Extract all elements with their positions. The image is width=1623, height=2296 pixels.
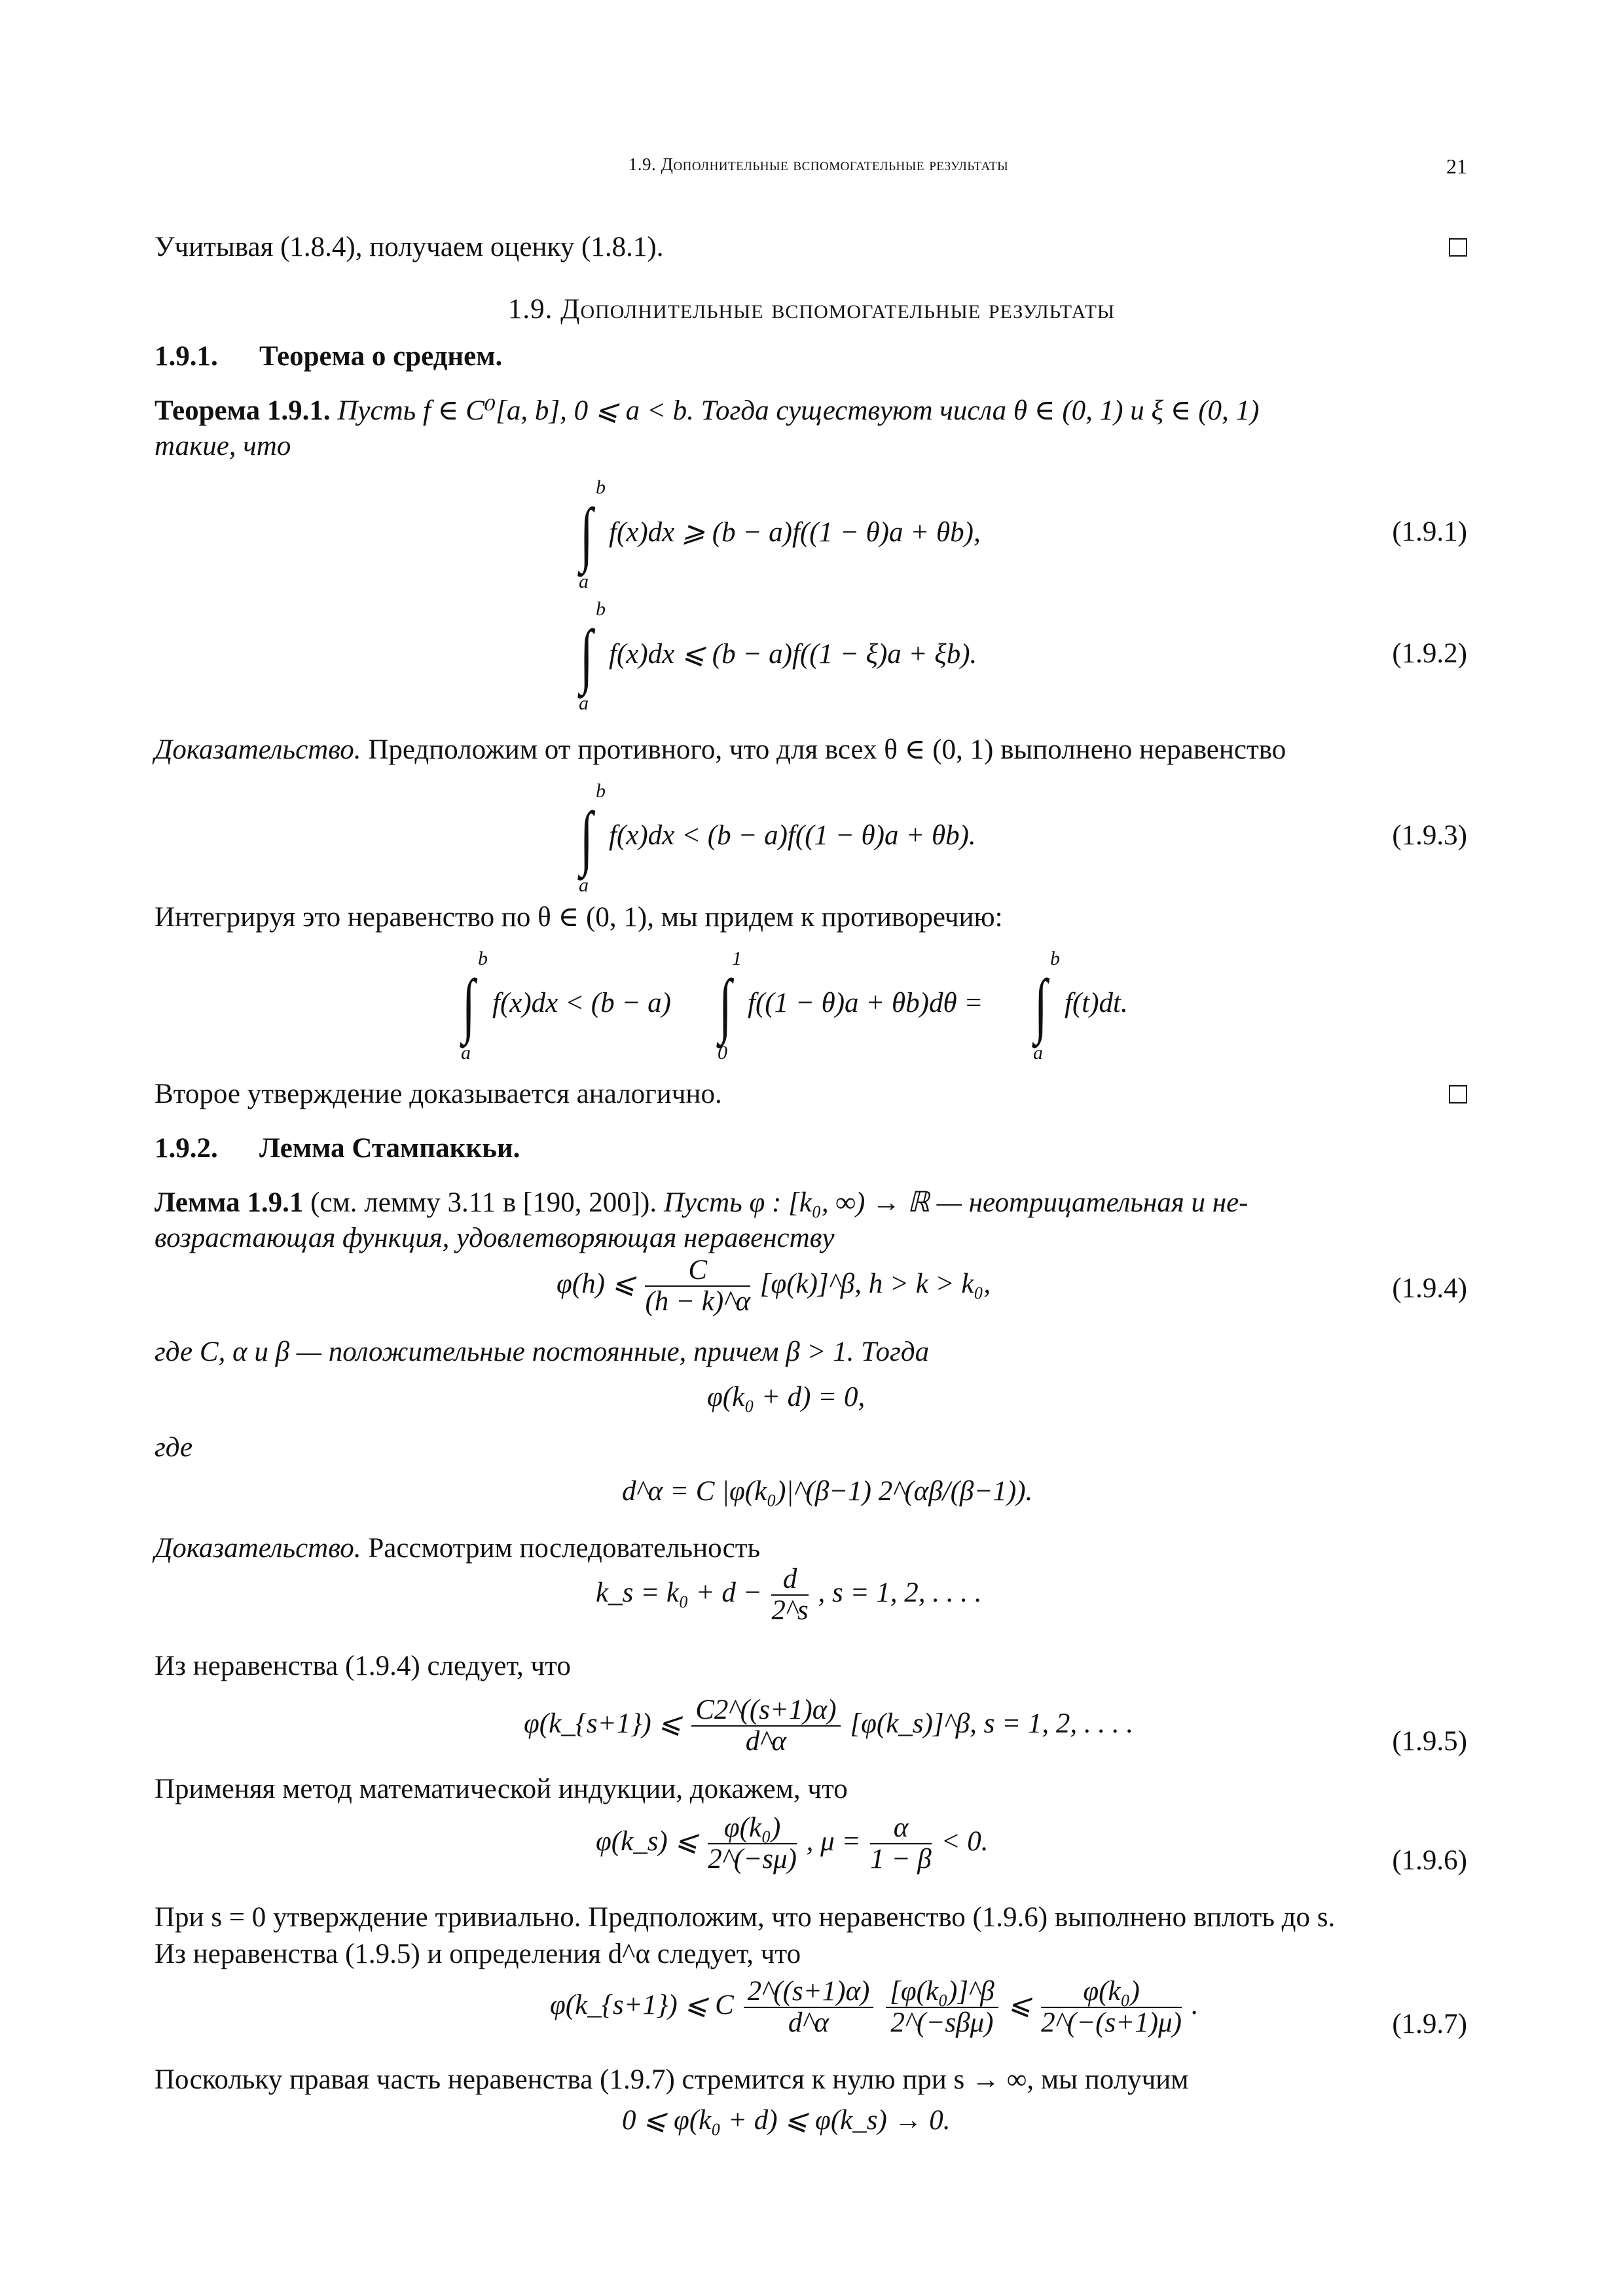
integral-sign-icon: ∫ (580, 797, 593, 877)
eq7-mid: ⩽ (1008, 1989, 1032, 2020)
intro-line: Учитывая (1.8.4), получаем оценку (1.8.1). (155, 232, 664, 262)
equation-number: (1.9.5) (1392, 1726, 1467, 1757)
integral-lower: a (579, 874, 589, 896)
denominator: (h − k)^α (645, 1286, 750, 1317)
theorem-line-2: такие, что (155, 431, 291, 461)
proof-1-line (155, 733, 1467, 767)
theorem-label: Теорема 1.9.1. (155, 395, 331, 426)
integral-sign-icon: ∫ (719, 965, 732, 1045)
integrating-line: Интегрируя это неравенство по θ ∈ (0, 1), мы придем к противоречию: (155, 902, 1003, 933)
eq7-fraction-3 (1041, 1977, 1182, 2038)
eq7-end: . (1191, 1989, 1199, 2020)
induction-line: Применяя метод математической индукции, докажем, что (155, 1774, 848, 1804)
base-case-line: При s = 0 утверждение тривиально. Предположим, что неравенство (1.9.6) выполнено вплоть до s. (155, 1902, 1336, 1933)
eq6-lhs: φ(k_s) ⩽ (596, 1825, 699, 1857)
equation-1-9-7 (550, 1977, 1198, 2038)
proof-label: Доказательство. (155, 1533, 361, 1564)
integral-upper: b (596, 476, 606, 498)
equation-body: f(x)dx < (b − a)f((1 − θ)a + θb). (609, 820, 976, 851)
where-2: где (155, 1432, 193, 1463)
theorem-line-1 (155, 394, 1467, 428)
subsection-number: 1.9.2. (155, 1133, 218, 1164)
result-equation: φ(k₀ + d) = 0, (707, 1382, 866, 1412)
integral-upper: b (478, 948, 488, 969)
eq4-rhs: [φ(k)]^β, h > k > k₀, (759, 1268, 991, 1299)
subsection-number: 1.9.1. (155, 341, 218, 372)
ks-fraction (771, 1564, 808, 1626)
equation-body: f(x)dx ⩽ (b − a)f((1 − ξ)a + ξb). (609, 639, 977, 670)
ks-lhs: k_s = k₀ + d − (596, 1577, 762, 1608)
subsection-title: Теорема о среднем. (259, 341, 503, 372)
denominator: d^α (745, 1726, 786, 1757)
integral-lower: a (461, 1042, 471, 1064)
second-claim-line: Второе утверждение доказывается аналогично. (155, 1079, 722, 1109)
integral-upper: b (1050, 948, 1060, 969)
eq6-mid: , μ = (806, 1825, 861, 1857)
integral-sign-icon: ∫ (580, 493, 593, 573)
ks-rhs: , s = 1, 2, . . . . (818, 1577, 982, 1608)
d-definition: d^α = C |φ(k₀)|^(β−1) 2^(αβ/(β−1)). (622, 1476, 1033, 1507)
numerator: α (870, 1813, 931, 1844)
subsection-heading-1 (155, 340, 502, 372)
from-ineq-line: Из неравенства (1.9.4) следует, что (155, 1651, 571, 1681)
equation-number: (1.9.7) (1392, 2009, 1467, 2039)
equation-number: (1.9.3) (1392, 820, 1467, 851)
equation-1-9-6 (596, 1813, 988, 1874)
integral-lower: 0 (718, 1042, 727, 1064)
equation-number: (1.9.6) (1392, 1845, 1467, 1876)
eq4-lhs: φ(h) ⩽ (556, 1268, 636, 1299)
equation-body: f(x)dx ⩾ (b − a)f((1 − θ)a + θb), (609, 517, 981, 548)
lemma-ref: (см. лемму 3.11 в [190, 200]). (310, 1187, 657, 1218)
proof-text: Рассмотрим последовательность (368, 1533, 761, 1564)
eq7-lhs: φ(k_{s+1}) ⩽ C (550, 1989, 734, 2020)
eq5-lhs: φ(k_{s+1}) ⩽ (524, 1708, 682, 1739)
integral-upper: b (596, 780, 606, 802)
denominator: 2^(−sμ) (708, 1844, 797, 1874)
denominator: 1 − β (870, 1844, 932, 1874)
since-line: Поскольку правая часть неравенства (1.9.7) стремится к нулю при s → ∞, мы получим (155, 2064, 1189, 2095)
eq6-rhs: < 0. (941, 1825, 989, 1857)
denominator: 2^s (771, 1595, 809, 1626)
equation-number: (1.9.4) (1392, 1273, 1467, 1304)
contradiction-part-b: f((1 − θ)a + θb)dθ = (748, 988, 983, 1018)
proof-text: Предположим от противного, что для всех θ ∈ (0, 1) выполнено неравенство (368, 734, 1286, 765)
denominator: 2^(−sβμ) (890, 2007, 994, 2038)
section-title: 1.9. Дополнительные вспомогательные результаты (507, 294, 1116, 325)
integral-upper: b (596, 598, 606, 620)
final-equation: 0 ⩽ φ(k₀ + d) ⩽ φ(k_s) → 0. (622, 2105, 951, 2136)
numerator: [φ(k₀)]^β (886, 1977, 998, 2008)
integral-upper: 1 (732, 948, 742, 969)
contradiction-part-a: f(x)dx < (b − a) (492, 988, 671, 1018)
theorem-statement-1: Пусть f ∈ C⁰[a, b], 0 ⩽ a < b. Тогда существуют числа θ ∈ (0, 1) и ξ ∈ (0, 1) (337, 395, 1260, 426)
from-defs-line: Из неравенства (1.9.5) и определения d^α следует, что (155, 1939, 801, 1969)
numerator: 2^((s+1)α) (744, 1977, 874, 2008)
subsection-title: Лемма Стампаккьи. (259, 1133, 520, 1164)
eq6-fraction-2 (870, 1813, 931, 1874)
proof-2-line (155, 1532, 1467, 1566)
numerator: φ(k₀) (1041, 1977, 1182, 2008)
integral-lower: a (579, 571, 589, 592)
denominator: 2^(−(s+1)μ) (1041, 2007, 1182, 2038)
numerator: C2^((s+1)α) (691, 1695, 840, 1727)
equation-number: (1.9.2) (1392, 638, 1467, 669)
page-number: 21 (1446, 154, 1467, 178)
qed-square-icon (1449, 1085, 1467, 1103)
numerator: C (645, 1255, 750, 1287)
integral-sign-icon: ∫ (580, 615, 593, 695)
contradiction-part-c: f(t)dt. (1065, 988, 1128, 1018)
eq7-fraction-1 (744, 1977, 874, 2038)
equation-1-9-4 (556, 1255, 991, 1317)
integral-lower: a (1033, 1042, 1043, 1064)
running-head: 1.9. Дополнительные вспомогательные результаты (628, 154, 1009, 174)
lemma-line-1 (155, 1186, 1467, 1220)
lemma-label: Лемма 1.9.1 (155, 1187, 304, 1218)
subsection-heading-2 (155, 1132, 520, 1164)
integral-sign-icon: ∫ (1034, 965, 1048, 1045)
denominator: d^α (788, 2007, 830, 2038)
eq5-rhs: [φ(k_s)]^β, s = 1, 2, . . . . (850, 1708, 1134, 1739)
integral-lower: a (579, 692, 589, 714)
lemma-line-2: возрастающая функция, удовлетворяющая неравенству (155, 1223, 835, 1253)
integral-sign-icon: ∫ (462, 965, 475, 1045)
eq6-fraction-1 (708, 1813, 797, 1874)
eq5-fraction (691, 1695, 840, 1757)
lemma-statement-1: Пусть φ : [k₀, ∞) → ℝ — неотрицательная и не- (663, 1187, 1249, 1218)
where-line: где C, α и β — положительные постоянные, причем β > 1. Тогда (155, 1336, 930, 1367)
numerator: d (771, 1564, 808, 1596)
sequence-definition (596, 1564, 982, 1626)
numerator: φ(k₀) (708, 1813, 797, 1844)
proof-label: Доказательство. (155, 734, 361, 765)
equation-1-9-5 (524, 1695, 1133, 1757)
eq7-fraction-2 (886, 1977, 998, 2038)
eq4-fraction (645, 1255, 750, 1317)
equation-number: (1.9.1) (1392, 516, 1467, 547)
qed-square-icon (1449, 238, 1467, 257)
